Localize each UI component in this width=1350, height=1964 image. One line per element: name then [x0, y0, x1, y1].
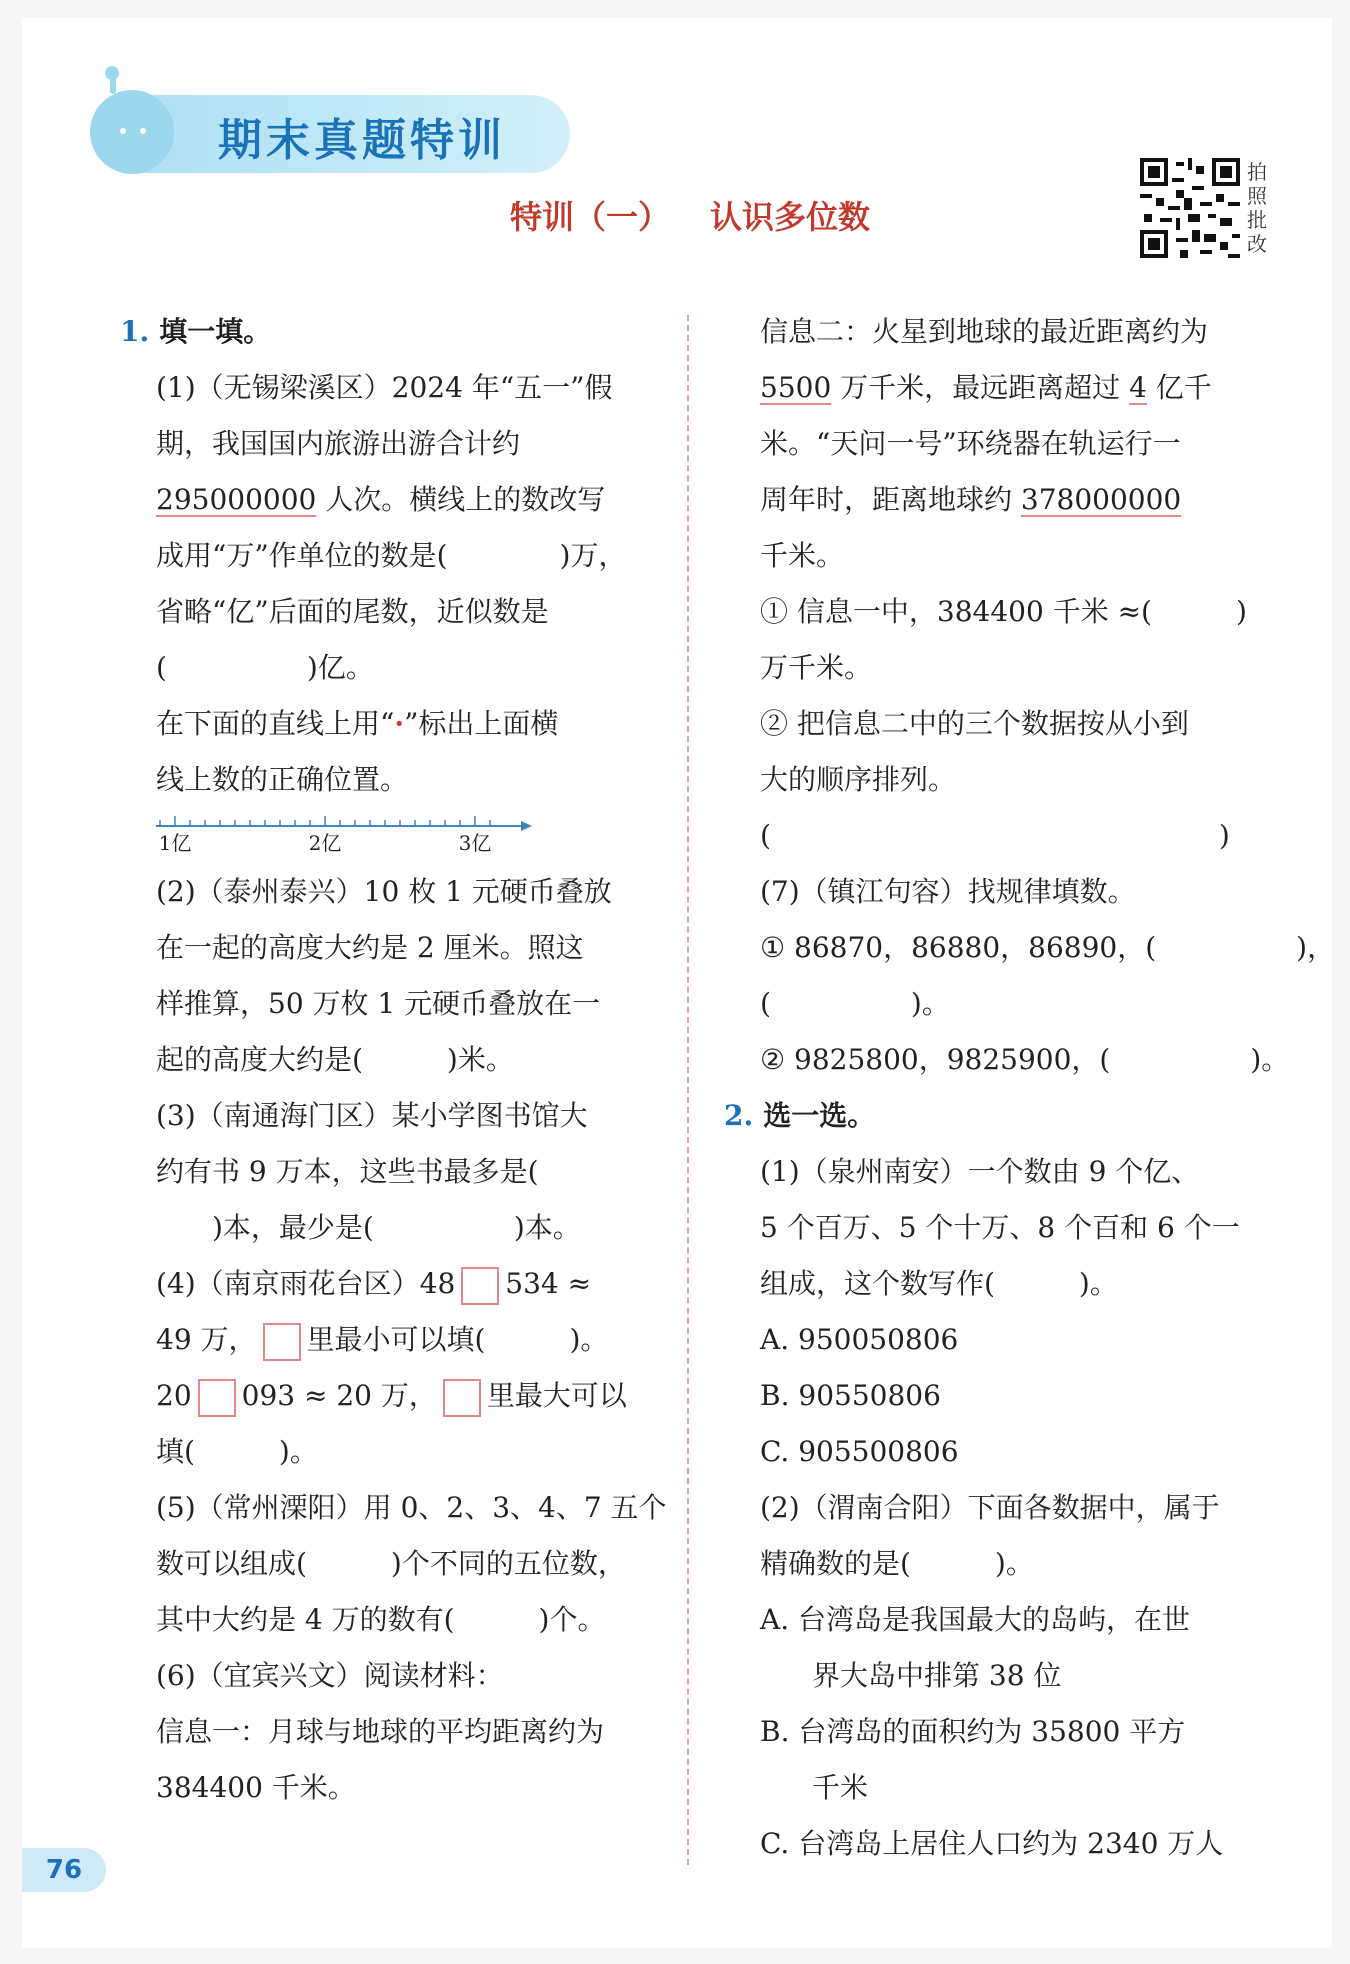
text-line: 千米	[812, 1771, 869, 1804]
text-line: ② 9825800，9825900，( )。	[760, 1043, 1290, 1076]
left-column	[120, 304, 665, 1816]
text-line: (2)（渭南合阳）下面各数据中，属于	[760, 1491, 1220, 1524]
text-line: 界大岛中排第 38 位	[812, 1659, 1062, 1692]
text-line: (7)（镇江句容）找规律填数。	[760, 875, 1136, 908]
text-line: B. 台湾岛的面积约为 35800 平方	[760, 1715, 1186, 1748]
text-line: 295000000 人次。横线上的数改写	[156, 483, 606, 516]
text-line: 起的高度大约是( )米。	[156, 1043, 514, 1076]
text-line: 填( )。	[156, 1435, 318, 1468]
text-line: 49 万， 里最小可以填( )。	[120, 1312, 665, 1368]
text-line: (3)（南通海门区）某小学图书馆大	[156, 1099, 588, 1132]
number-line-label: 3亿	[458, 831, 492, 855]
text-line: C. 台湾岛上居住人口约为 2340 万人	[760, 1827, 1224, 1860]
text-line: B. 90550806	[760, 1379, 941, 1412]
qr-code-icon[interactable]	[1140, 158, 1240, 258]
text-line: 成用“万”作单位的数是( )万，	[156, 539, 627, 572]
text-line: (1)（无锡梁溪区）2024 年“五一”假	[156, 371, 613, 404]
number-line-label: 2亿	[308, 831, 342, 855]
text-line: C. 905500806	[760, 1435, 959, 1468]
text-line: 万千米。	[760, 651, 873, 684]
mascot-icon	[90, 90, 174, 174]
text-line: )本，最少是( )本。	[156, 1211, 581, 1244]
text-line: 信息二：火星到地球的最近距离约为	[760, 315, 1209, 348]
text-line: 约有书 9 万本，这些书最多是(	[156, 1155, 539, 1188]
qr-label-char: 照	[1247, 184, 1267, 208]
text-line: 1. 填一填。	[120, 315, 272, 348]
text-line: (2)（泰州泰兴）10 枚 1 元硬币叠放	[156, 875, 612, 908]
text-line: 5500 万千米，最远距离超过 4 亿千	[760, 371, 1212, 404]
text-line: ( )。	[760, 987, 950, 1020]
text-line: 5 个百万、5 个十万、8 个百和 6 个一	[760, 1211, 1240, 1244]
text-line: 其中大约是 4 万的数有( )个。	[156, 1603, 606, 1636]
text-line: 在下面的直线上用“·”标出上面横	[156, 707, 559, 740]
qr-label-char: 拍	[1247, 160, 1267, 184]
text-line: (1)（泉州南安）一个数由 9 个亿、	[760, 1155, 1200, 1188]
banner-title: 期末真题特训	[218, 115, 506, 166]
section-subtitle	[510, 192, 870, 238]
text-line: (6)（宜宾兴文）阅读材料：	[156, 1659, 504, 1692]
text-line: 千米。	[760, 539, 845, 572]
number-line-label: 1亿	[158, 831, 192, 855]
subtitle-part2: 认识多位数	[710, 198, 871, 236]
text-line: 线上数的正确位置。	[156, 763, 409, 796]
number-line[interactable]	[156, 808, 536, 858]
text-line: 大的顺序排列。	[760, 763, 957, 796]
right-column	[724, 304, 1336, 1872]
subtitle-part1: 特训（一）	[510, 198, 671, 236]
page-number: 76	[22, 1848, 106, 1892]
text-line: 精确数的是( )。	[760, 1547, 1034, 1580]
text-line: ( )亿。	[156, 651, 374, 684]
qr-label-char: 改	[1247, 232, 1267, 256]
text-line: ② 把信息二中的三个数据按从小到	[760, 707, 1189, 740]
qr-label-char: 批	[1247, 208, 1267, 232]
text-line: 在一起的高度大约是 2 厘米。照这	[156, 931, 584, 964]
mascot-eye	[120, 128, 126, 134]
text-line: (5)（常州溧阳）用 0、2、3、4、7 五个	[156, 1491, 667, 1524]
text-line: 信息一：月球与地球的平均距离约为	[156, 1715, 605, 1748]
text-line: A. 950050806	[760, 1323, 959, 1356]
column-divider	[687, 315, 689, 1865]
text-line: 周年时，距离地球约 378000000	[760, 483, 1182, 516]
text-line: 省略“亿”后面的尾数，近似数是	[156, 595, 549, 628]
text-line: 组成，这个数写作( )。	[760, 1267, 1118, 1300]
text-line: 数可以组成( )个不同的五位数，	[156, 1547, 626, 1580]
text-line: ① 86870，86880，86890，( )，	[760, 931, 1336, 964]
qr-label	[1247, 160, 1273, 256]
mascot-antenna-ball	[105, 66, 119, 80]
text-line: 期，我国国内旅游出游合计约	[156, 427, 521, 460]
text-line	[120, 808, 665, 864]
text-line: 米。“天问一号”环绕器在轨运行一	[760, 427, 1181, 460]
text-line: A. 台湾岛是我国最大的岛屿，在世	[760, 1603, 1191, 1636]
mascot-eye	[140, 128, 146, 134]
text-line: 样推算，50 万枚 1 元硬币叠放在一	[156, 987, 601, 1020]
text-line: 384400 千米。	[156, 1771, 356, 1804]
text-line: ① 信息一中，384400 千米 ≈( )	[760, 595, 1247, 628]
text-line: 2. 选一选。	[724, 1099, 876, 1132]
text-line: ( )	[760, 819, 1230, 852]
text-line: 20 093 ≈ 20 万， 里最大可以	[120, 1368, 665, 1424]
text-line: (4)（南京雨花台区）48 534 ≈	[120, 1256, 665, 1312]
